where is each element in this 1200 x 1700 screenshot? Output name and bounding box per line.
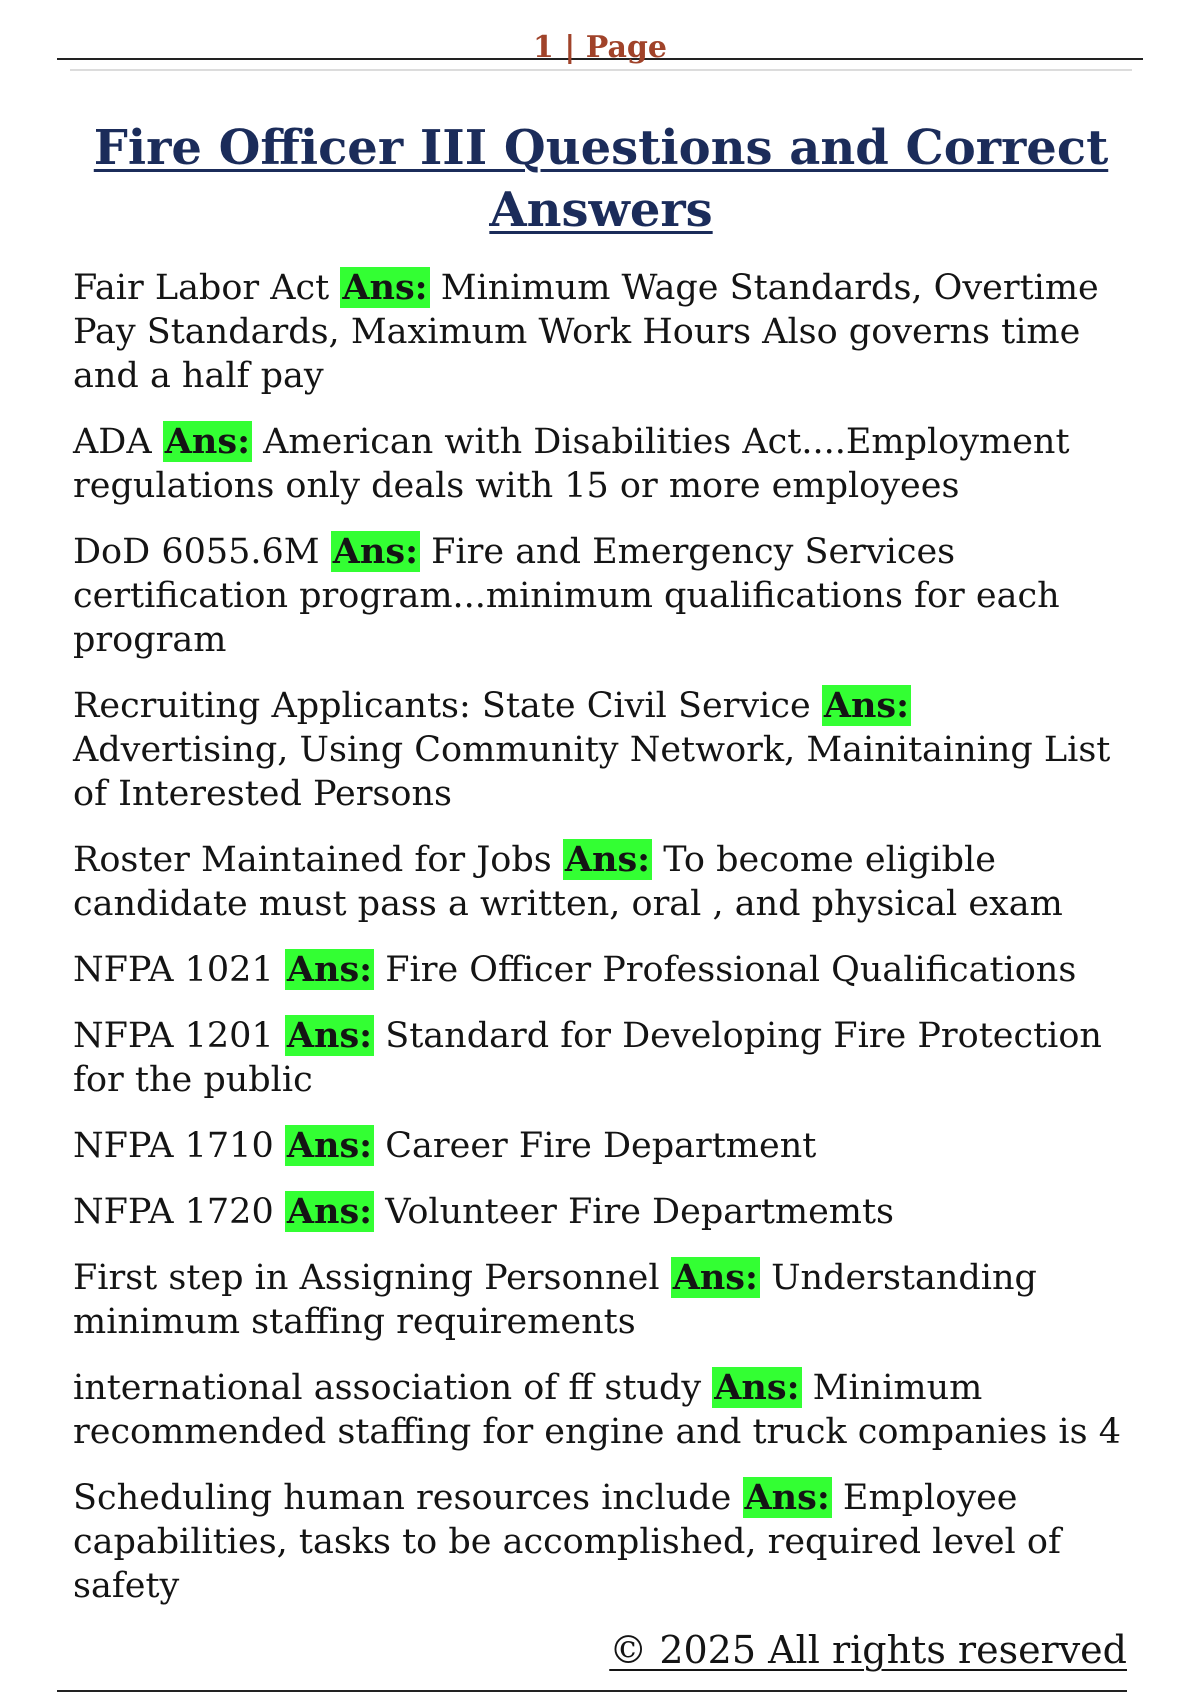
answer-text: Fire Officer Professional Qualifications xyxy=(385,950,1077,990)
answer-text: Employee capabilities, tasks to be accomplished, required level of safety xyxy=(73,1478,1061,1606)
document-title: Fire Officer III Questions and Correct Answers xyxy=(93,120,1109,238)
answer-tag: Ans: xyxy=(672,1257,758,1298)
answer-tag: Ans: xyxy=(342,267,428,308)
answer-tag: Ans: xyxy=(286,1125,373,1166)
answer-tag: Ans: xyxy=(164,421,250,462)
question-text: NFPA 1021 xyxy=(73,950,274,990)
answer-tag: Ans: xyxy=(744,1477,830,1518)
qa-item xyxy=(73,1366,1133,1454)
qa-item xyxy=(73,1190,1133,1234)
question-text: ADA xyxy=(73,422,152,462)
question-text: international association of ff study xyxy=(73,1368,702,1408)
answer-text: Minimum Wage Standards, Overtime Pay Standards, Maximum Work Hours Also governs time and a half pay xyxy=(73,268,1099,396)
question-text: Roster Maintained for Jobs xyxy=(73,840,552,880)
answer-tag: Ans: xyxy=(286,1015,373,1056)
qa-item xyxy=(73,420,1133,508)
question-text: NFPA 1720 xyxy=(73,1192,274,1232)
qa-item xyxy=(73,530,1133,662)
qa-list xyxy=(73,266,1133,1630)
question-text: First step in Assigning Personnel xyxy=(73,1258,660,1298)
page-header xyxy=(57,26,1143,65)
question-text: NFPA 1710 xyxy=(73,1126,274,1166)
answer-text: To become eligible candidate must pass a written, oral , and physical exam xyxy=(73,840,1063,924)
question-text: NFPA 1201 xyxy=(73,1016,274,1056)
answer-text: Standard for Developing Fire Protection for the public xyxy=(73,1016,1102,1100)
answer-tag: Ans: xyxy=(823,685,910,726)
qa-item xyxy=(73,1014,1133,1102)
answer-text: Career Fire Department xyxy=(385,1126,817,1166)
answer-text: Volunteer Fire Departmemts xyxy=(385,1192,895,1232)
answer-text: Minimum recommended staffing for engine and truck companies is 4 xyxy=(73,1368,1121,1452)
copyright-notice: © 2025 All rights reserved xyxy=(609,1628,1127,1672)
answer-text: Understanding minimum staffing requirements xyxy=(73,1258,1037,1342)
page-number: 1 | Page xyxy=(533,30,667,65)
question-text: Fair Labor Act xyxy=(73,268,330,308)
qa-item xyxy=(73,266,1133,398)
header-divider xyxy=(70,69,1132,71)
question-text: Recruiting Applicants: State Civil Service xyxy=(73,686,811,726)
qa-item xyxy=(73,1476,1133,1608)
answer-tag: Ans: xyxy=(564,839,651,880)
answer-text: Advertising, Using Community Network, Mainitaining List of Interested Persons xyxy=(73,730,1111,814)
question-text: Scheduling human resources include xyxy=(73,1478,732,1518)
answer-tag: Ans: xyxy=(286,949,373,990)
page-footer xyxy=(57,1620,1127,1692)
answer-text: Fire and Emergency Services certification program...minimum qualifications for each program xyxy=(73,532,1060,660)
qa-item xyxy=(73,948,1133,992)
answer-tag: Ans: xyxy=(332,531,418,572)
qa-item xyxy=(73,1124,1133,1168)
qa-item xyxy=(73,1256,1133,1344)
answer-text: American with Disabilities Act....Employment regulations only deals with 15 or more employees xyxy=(73,422,1070,506)
qa-item xyxy=(73,684,1133,816)
answer-tag: Ans: xyxy=(714,1367,800,1408)
answer-tag: Ans: xyxy=(286,1191,373,1232)
qa-item xyxy=(73,838,1133,926)
question-text: DoD 6055.6M xyxy=(73,532,320,572)
